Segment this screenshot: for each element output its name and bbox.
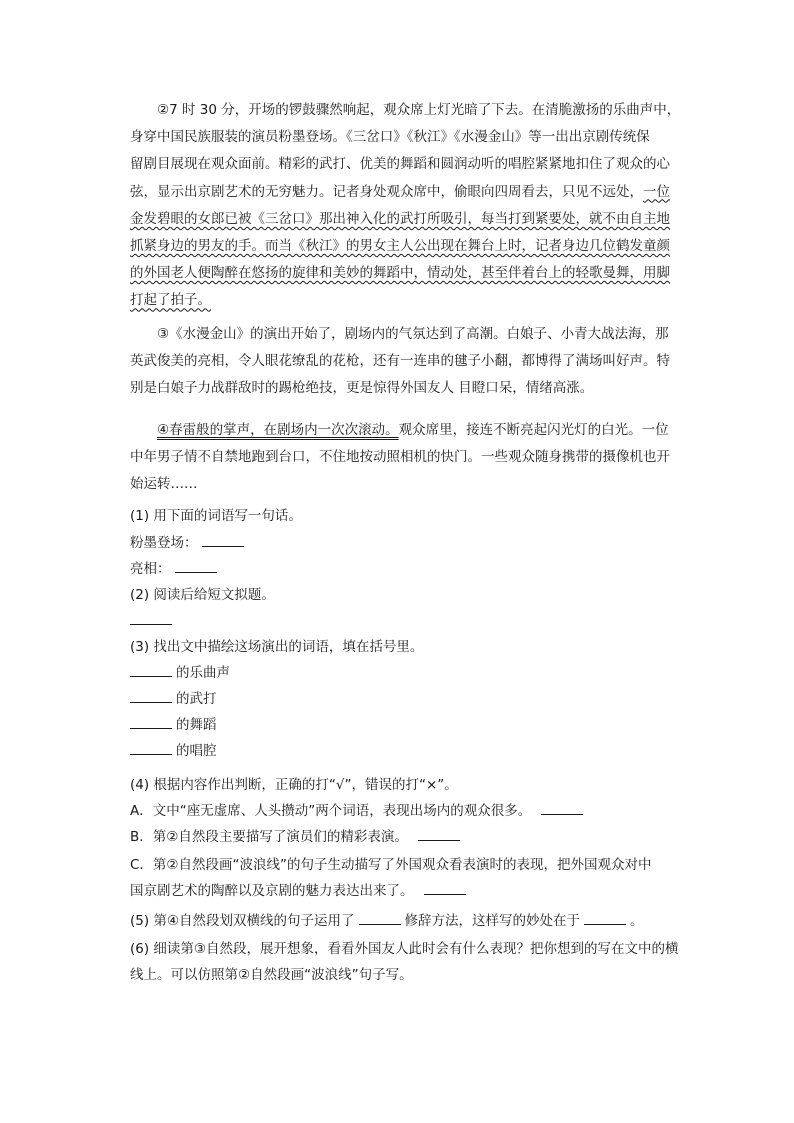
question-4-item-c: C．第②自然段画“波浪线”的句子生动描写了外国观众看表演时的表现，把外国观众对中 [130,857,652,873]
question-label: 的舞蹈 [176,717,217,733]
question-1-item-b [130,556,221,582]
question-5 [130,908,644,934]
question-label: B．第②自然段主要描写了演员们的精彩表演。 [130,829,408,845]
answer-blank[interactable] [202,532,244,547]
text-line: 始运转…… [130,476,198,493]
question-label: 。 [630,913,644,929]
answer-blank[interactable] [359,910,401,925]
question-3-item [130,686,217,712]
question-3: (3) 找出文中描绘这场演出的词语，填在括号里。 [130,639,424,655]
question-3-item [130,738,217,764]
question-label: 的武打 [176,691,217,707]
paragraph-2 [130,97,692,315]
question-6-cont: 线上。可以仿照第②自然段画“波浪线”句子写。 [130,967,413,983]
question-3-item [130,660,230,686]
answer-blank[interactable] [424,880,466,895]
wavy-underline-line: 抓紧身边的男友的手。而当《秋江》的男女主人公出现在舞台上时，记者身边几位鹤发童颜 [130,238,670,255]
double-underline-text: ④春雷般的掌声，在剧场内一次次滚动。 [157,422,399,438]
text-segment: 观众席里，接连不断亮起闪光灯的白光。一位 [398,422,669,438]
wavy-underline-line: 打起了拍子。 [130,292,211,309]
question-4-item-c-cont [130,878,470,904]
answer-blank[interactable] [130,740,172,755]
question-2-answer [130,608,176,634]
wavy-underline-line: 的外国老人便陶醉在悠扬的旋律和美妙的舞蹈中，情动处，甚至伴着台上的轻歌曼舞，用脚 [130,265,670,282]
answer-blank[interactable] [130,610,172,625]
question-1-item-a [130,530,248,556]
answer-blank[interactable] [130,688,172,703]
question-2: (2) 阅读后给短文拟题。 [130,587,275,603]
text-line [130,417,692,444]
question-label: 修辞方法，这样写的妙处在于 [404,913,581,929]
question-1: (1) 用下面的词语写一句话。 [130,508,302,524]
text-line: 留剧目展现在观众面前。精彩的武打、优美的舞蹈和圆润动听的唱腔紧紧地扣住了观众的心 [130,156,670,173]
question-4-item-b [130,824,464,850]
text-line: 英武俊美的亮相，令人眼花缭乱的花枪，还有一连串的毽子小翻，都博得了满场叫好声。特 [130,353,670,370]
question-4: (4) 根据内容作出判断，正确的打“√”，错误的打“×”。 [130,777,458,793]
question-3-item [130,712,217,738]
question-6: (6) 细读第③自然段，展开想象，看看外国友人此时会有什么表现？把你想到的写在文中的横 [130,941,679,957]
question-label: 亮相： [130,561,171,577]
question-label: A．文中“座无虚席、人头攒动”两个词语，表现出场内的观众很多。 [130,803,532,819]
text-line: ②7 时 30 分，开场的锣鼓骤然响起，观众席上灯光暗了下去。在清脆激扬的乐曲声中， [157,102,681,118]
wavy-underline-text: 一位 [643,183,670,200]
text-line [130,179,692,206]
answer-blank[interactable] [541,800,583,815]
question-label: 的唱腔 [176,743,217,759]
question-label: 的乐曲声 [176,665,230,681]
wavy-underline-line: 金发碧眼的女郎已被《三岔口》那出神入化的武打所吸引，每当打到紧要处，就不由自主地 [130,210,670,227]
answer-blank[interactable] [418,826,460,841]
paragraph-4 [130,417,692,499]
question-label: 粉墨登场： [130,535,198,551]
question-4-item-a [130,798,587,824]
text-line: ③《水漫金山》的演出开始了，剧场内的气氛达到了高潮。白娘子、小青大战法海，那 [157,326,669,342]
answer-blank[interactable] [130,714,172,729]
answer-blank[interactable] [584,910,626,925]
text-segment: 弦，显示出京剧艺术的无穷魅力。记者身处观众席中，偷眼向四周看去，只见不远处， [130,183,643,200]
answer-blank[interactable] [130,662,172,677]
question-label: 国京剧艺术的陶醉以及京剧的魅力表达出来了。 [130,883,414,899]
question-label: (5) 第④自然段划双横线的句子运用了 [130,913,355,929]
text-line: 别是白娘子力战群敌时的踢枪绝技，更是惊得外国友人 目瞪口呆，情绪高涨。 [130,380,594,397]
answer-blank[interactable] [175,558,217,573]
text-line: 中年男子情不自禁地跑到台口，不住地按动照相机的快门。一些观众随身携带的摄像机也开 [130,449,670,466]
text-line: 身穿中国民族服装的演员粉墨登场。《三岔口》《秋江》《水漫金山》等一出出京剧传统保 [130,129,650,146]
paragraph-3 [130,321,692,403]
